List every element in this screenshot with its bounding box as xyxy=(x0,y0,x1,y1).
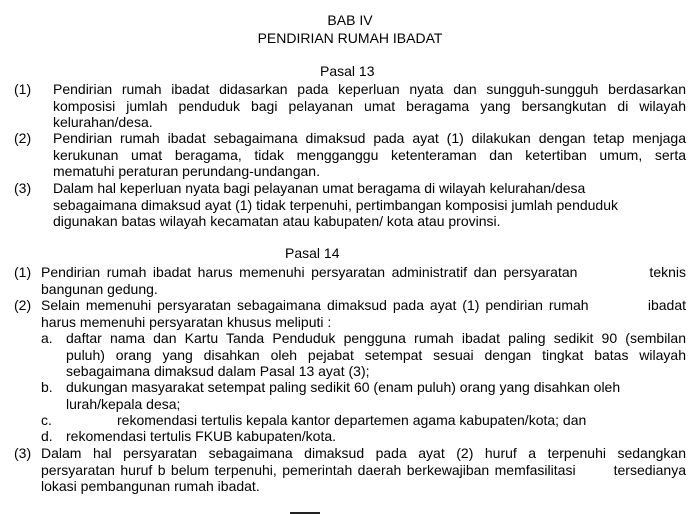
text-line: lokasi pembangunan rumah ibadat. xyxy=(41,478,260,494)
ayat-number: (1) xyxy=(14,264,32,280)
ayat-number: (2) xyxy=(14,130,32,146)
item-text xyxy=(66,379,686,412)
text-line: kerukunan umat beragama, tidak mengganggu ketenteraman dan ketertiban umum, serta xyxy=(53,146,686,163)
text-line: puluh) orang yang disahkan oleh pejabat setempat sesuai dengan tingkat batas wilayah xyxy=(66,346,686,363)
pasal-13-ayat-2 xyxy=(0,130,700,180)
ayat-number: (3) xyxy=(14,180,32,196)
ayat-text xyxy=(41,445,686,495)
cut-off-text-fragment xyxy=(290,508,330,514)
pasal-13-ayat-1 xyxy=(0,81,700,131)
text-line: daftar nama dan Kartu Tanda Penduduk pengguna rumah ibadat paling sedikit 90 (sembilan xyxy=(66,330,686,346)
pasal-14-heading: Pasal 14 xyxy=(285,245,340,261)
text-line: persyaratan huruf b belum terpenuhi, pemerintah daerah berkewajiban memfasilitasi tersedianya xyxy=(41,461,686,478)
item-letter: b. xyxy=(41,379,53,395)
text-line: mematuhi peraturan perundang-undangan. xyxy=(53,163,320,179)
text-line: Dalam hal persyaratan sebagaimana dimaksud pada ayat (2) huruf a terpenuhi sedangkan xyxy=(41,445,686,461)
chapter-heading: BAB IV xyxy=(327,12,373,28)
text-line: Pendirian rumah ibadat sebagaimana dimaksud pada ayat (1) dilakukan dengan tetap menjaga xyxy=(53,130,686,146)
text-line: bangunan gedung. xyxy=(41,280,158,297)
ayat-number: (1) xyxy=(14,81,32,97)
ayat-text xyxy=(41,297,686,330)
persyaratan-item-d xyxy=(0,428,700,445)
text-line: harus memenuhi persyaratan khusus meliputi : xyxy=(41,313,332,330)
pasal-13-heading: Pasal 13 xyxy=(320,63,375,79)
item-letter: a. xyxy=(41,330,53,346)
text-line: sebagaimana dimaksud ayat (1) tidak terpenuhi, pertimbangan komposisi jumlah penduduk xyxy=(53,196,618,213)
item-text xyxy=(66,428,686,445)
persyaratan-item-c xyxy=(0,412,700,429)
item-text xyxy=(117,412,687,429)
ayat-number: (3) xyxy=(14,445,32,461)
pasal-14-ayat-2 xyxy=(0,297,700,331)
ayat-text xyxy=(41,264,686,297)
persyaratan-item-b xyxy=(0,379,700,413)
text-line: sebagaimana dimaksud dalam Pasal 13 ayat (3); xyxy=(66,363,370,379)
ayat-number: (2) xyxy=(14,297,32,313)
text-line: Selain memenuhi persyaratan sebagaimana dimaksud pada ayat (1) pendirian rumah ibadat xyxy=(41,297,686,313)
text-line: rekomendasi tertulis kepala kantor departemen agama kabupaten/kota; dan xyxy=(117,412,587,428)
pasal-14-ayat-3 xyxy=(0,445,700,495)
pasal-14-ayat-1 xyxy=(0,264,700,298)
ayat-text xyxy=(53,81,686,131)
item-letter: c. xyxy=(41,412,52,428)
pasal-13-ayat-3 xyxy=(0,180,700,230)
chapter-title: PENDIRIAN RUMAH IBADAT xyxy=(257,30,443,46)
text-line: lurah/kepala desa; xyxy=(66,395,181,412)
text-line: Pendirian rumah ibadat harus memenuhi persyaratan administratif dan persyaratan teknis xyxy=(41,264,686,280)
text-line: kelurahan/desa. xyxy=(53,114,153,130)
persyaratan-item-a xyxy=(0,330,700,380)
text-line: Dalam hal keperluan nyata bagi pelayanan umat beragama di wilayah kelurahan/desa xyxy=(53,180,586,196)
ayat-text xyxy=(53,180,686,230)
text-line: komposisi jumlah penduduk bagi pelayanan umat beragama yang bersangkutan di wilayah xyxy=(53,97,686,114)
text-line: rekomendasi tertulis FKUB kabupaten/kota. xyxy=(66,428,337,444)
text-line: Pendirian rumah ibadat didasarkan pada keperluan nyata dan sungguh-sungguh berdasarkan xyxy=(53,81,686,97)
item-letter: d. xyxy=(41,428,53,444)
text-line: digunakan batas wilayah kecamatan atau kabupaten/ kota atau provinsi. xyxy=(53,213,501,229)
text-line: dukungan masyarakat setempat paling sedikit 60 (enam puluh) orang yang disahkan oleh xyxy=(66,379,621,395)
item-text xyxy=(66,330,686,380)
ayat-text xyxy=(53,130,686,180)
